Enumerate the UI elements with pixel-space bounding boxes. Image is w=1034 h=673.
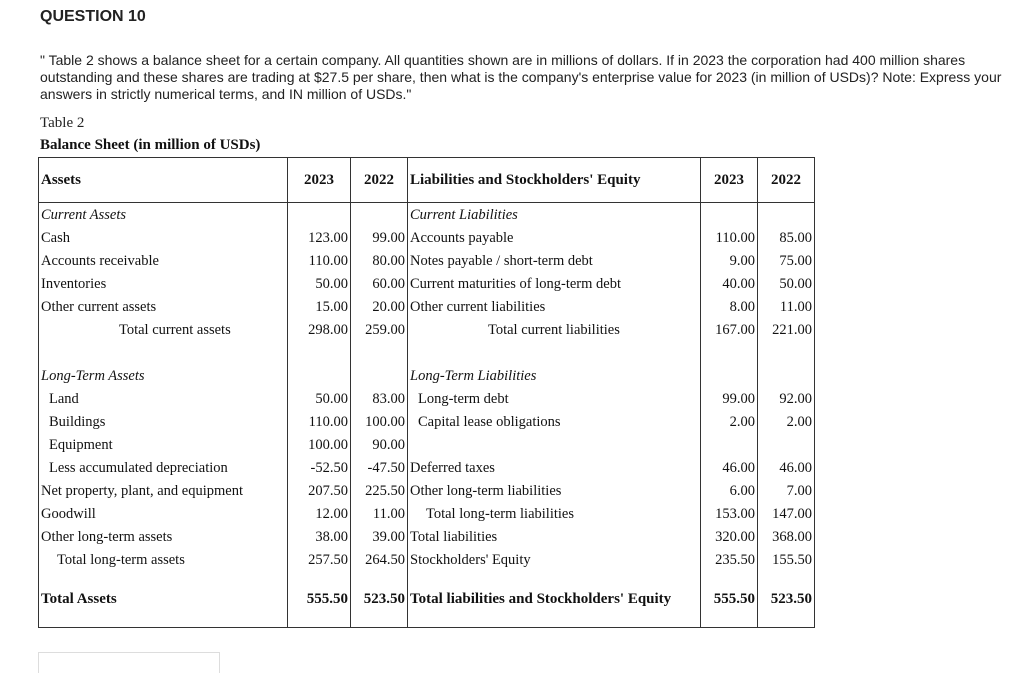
row-label: Other current liabilities — [408, 295, 701, 318]
row-label: Current maturities of long-term debt — [408, 272, 701, 295]
cell-value — [288, 203, 351, 227]
cell-value: 225.50 — [351, 479, 408, 502]
cell-value: 99.00 — [701, 387, 758, 410]
row-label: Notes payable / short-term debt — [408, 249, 701, 272]
row-label: Goodwill — [39, 502, 288, 525]
table-row — [39, 249, 815, 272]
subtotal-label: Total long-term liabilities — [408, 502, 701, 525]
cell-value: 85.00 — [758, 226, 815, 249]
cell-value: 259.00 — [351, 318, 408, 341]
cell-value: 12.00 — [288, 502, 351, 525]
row-label: Accounts payable — [408, 226, 701, 249]
spacer-cell — [39, 341, 288, 364]
cell-value: 100.00 — [288, 433, 351, 456]
cell-value: 100.00 — [351, 410, 408, 433]
row-label: Total liabilities — [408, 525, 701, 548]
totals-row — [39, 571, 815, 628]
next-element-edge — [38, 652, 220, 673]
cell-value: 50.00 — [288, 272, 351, 295]
cell-value: 83.00 — [351, 387, 408, 410]
cell-value: 92.00 — [758, 387, 815, 410]
cell-value: 50.00 — [758, 272, 815, 295]
row-label: Less accumulated depreciation — [39, 456, 288, 479]
question-title: QUESTION 10 — [40, 8, 146, 25]
cell-value: 75.00 — [758, 249, 815, 272]
cell-value: 46.00 — [758, 456, 815, 479]
cell-value: 257.50 — [288, 548, 351, 571]
cell-value: 99.00 — [351, 226, 408, 249]
row-label: Equipment — [39, 433, 288, 456]
table-row — [39, 364, 815, 387]
total-liabilities-equity-label: Total liabilities and Stockholders' Equity — [408, 571, 701, 628]
cell-value: 90.00 — [351, 433, 408, 456]
balance-sheet-table — [38, 157, 815, 628]
section-label: Current Assets — [39, 203, 288, 227]
cell-value: 15.00 — [288, 295, 351, 318]
cell-value: 147.00 — [758, 502, 815, 525]
table-row — [39, 295, 815, 318]
section-label: Long-Term Assets — [39, 364, 288, 387]
cell-value: 167.00 — [701, 318, 758, 341]
cell-value — [701, 364, 758, 387]
cell-value — [351, 203, 408, 227]
header-assets-2022: 2022 — [351, 158, 408, 203]
cell-value: 6.00 — [701, 479, 758, 502]
row-label: Cash — [39, 226, 288, 249]
cell-value: 20.00 — [351, 295, 408, 318]
cell-value: 110.00 — [288, 249, 351, 272]
total-assets-2022: 523.50 — [351, 571, 408, 628]
table-spacer-row — [39, 341, 815, 364]
header-assets-2023: 2023 — [288, 158, 351, 203]
table-row — [39, 502, 815, 525]
cell-value: 60.00 — [351, 272, 408, 295]
spacer-cell — [408, 341, 701, 364]
cell-value: 235.50 — [701, 548, 758, 571]
spacer-cell — [701, 341, 758, 364]
row-label — [408, 433, 701, 456]
table-row — [39, 410, 815, 433]
cell-value: 9.00 — [701, 249, 758, 272]
cell-value: 2.00 — [758, 410, 815, 433]
table-row — [39, 525, 815, 548]
header-liabilities: Liabilities and Stockholders' Equity — [408, 158, 701, 203]
row-label: Inventories — [39, 272, 288, 295]
spacer-cell — [351, 341, 408, 364]
cell-value: 298.00 — [288, 318, 351, 341]
cell-value — [288, 364, 351, 387]
cell-value: 123.00 — [288, 226, 351, 249]
table-row — [39, 226, 815, 249]
cell-value: 50.00 — [288, 387, 351, 410]
table-row — [39, 318, 815, 341]
cell-value: 153.00 — [701, 502, 758, 525]
row-label: Other long-term assets — [39, 525, 288, 548]
cell-value — [758, 364, 815, 387]
row-label: Net property, plant, and equipment — [39, 479, 288, 502]
header-liab-2022: 2022 — [758, 158, 815, 203]
cell-value: 7.00 — [758, 479, 815, 502]
subtotal-label: Total current assets — [39, 318, 288, 341]
table-row — [39, 456, 815, 479]
cell-value: -52.50 — [288, 456, 351, 479]
table-row — [39, 479, 815, 502]
row-label: Deferred taxes — [408, 456, 701, 479]
cell-value: 155.50 — [758, 548, 815, 571]
row-label: Other current assets — [39, 295, 288, 318]
cell-value: 38.00 — [288, 525, 351, 548]
spacer-cell — [758, 341, 815, 364]
cell-value: 221.00 — [758, 318, 815, 341]
cell-value: 80.00 — [351, 249, 408, 272]
cell-value: 2.00 — [701, 410, 758, 433]
question-text: " Table 2 shows a balance sheet for a certain company. All quantities shown are in millions of dollars. If in 2023 the corporation had 400 million shares outstanding and these shares are trading at $27.5 per share, then what is the company's enterprise value for 2023 (in million of USDs)? Note: Express your answers in strictly numerical terms, and IN million of USDs." — [40, 52, 1002, 102]
cell-value: 320.00 — [701, 525, 758, 548]
subtotal-label: Total current liabilities — [408, 318, 701, 341]
cell-value: 110.00 — [701, 226, 758, 249]
table-caption: Table 2 — [40, 115, 85, 131]
cell-value — [758, 203, 815, 227]
section-label: Current Liabilities — [408, 203, 701, 227]
table-row — [39, 203, 815, 227]
table-title: Balance Sheet (in million of USDs) — [40, 137, 261, 153]
row-label: Other long-term liabilities — [408, 479, 701, 502]
cell-value: 39.00 — [351, 525, 408, 548]
cell-value — [351, 364, 408, 387]
cell-value: 8.00 — [701, 295, 758, 318]
table-row — [39, 433, 815, 456]
total-assets-2023: 555.50 — [288, 571, 351, 628]
total-liabilities-equity-2022: 523.50 — [758, 571, 815, 628]
table-header-row — [39, 158, 815, 203]
table-row — [39, 548, 815, 571]
row-label: Land — [39, 387, 288, 410]
cell-value: 264.50 — [351, 548, 408, 571]
row-label: Stockholders' Equity — [408, 548, 701, 571]
total-assets-label: Total Assets — [39, 571, 288, 628]
header-liab-2023: 2023 — [701, 158, 758, 203]
row-label: Buildings — [39, 410, 288, 433]
table-row — [39, 272, 815, 295]
cell-value — [701, 433, 758, 456]
cell-value — [758, 433, 815, 456]
subtotal-label: Total long-term assets — [39, 548, 288, 571]
cell-value: 11.00 — [758, 295, 815, 318]
cell-value: -47.50 — [351, 456, 408, 479]
header-assets: Assets — [39, 158, 288, 203]
row-label: Long-term debt — [408, 387, 701, 410]
section-label: Long-Term Liabilities — [408, 364, 701, 387]
cell-value: 40.00 — [701, 272, 758, 295]
spacer-cell — [288, 341, 351, 364]
cell-value: 46.00 — [701, 456, 758, 479]
table-row — [39, 387, 815, 410]
row-label: Accounts receivable — [39, 249, 288, 272]
cell-value: 368.00 — [758, 525, 815, 548]
total-liabilities-equity-2023: 555.50 — [701, 571, 758, 628]
cell-value: 207.50 — [288, 479, 351, 502]
cell-value: 110.00 — [288, 410, 351, 433]
cell-value: 11.00 — [351, 502, 408, 525]
row-label: Capital lease obligations — [408, 410, 701, 433]
cell-value — [701, 203, 758, 227]
